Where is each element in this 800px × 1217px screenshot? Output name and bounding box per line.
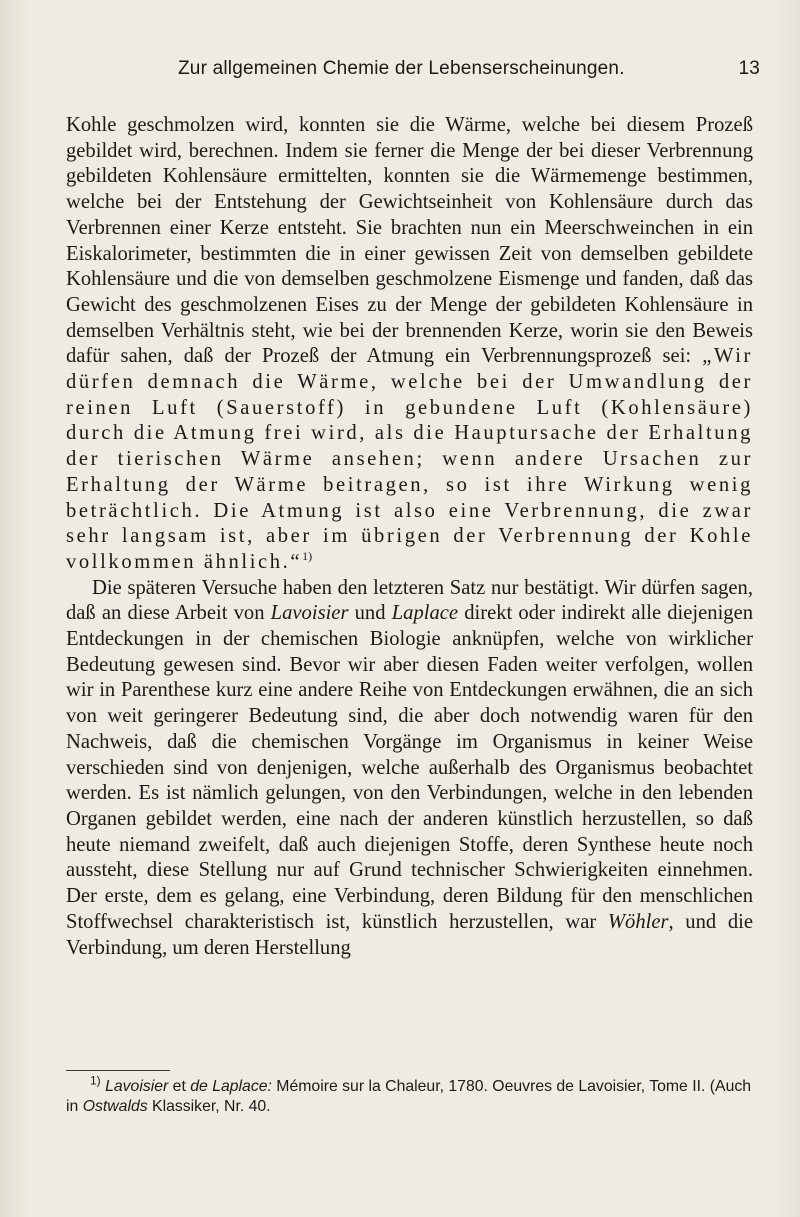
footnote-rule <box>66 1070 170 1071</box>
paragraph-2-text-d: , und die Verbindung, um deren Herstellung <box>66 910 753 959</box>
footnote-text-a: Mémoire sur la Chaleur, 1780. Oeuvres de Lavoisier, Tome II. (Auch in <box>66 1078 752 1115</box>
page-number: 13 <box>738 58 760 79</box>
paragraph-2-text-c: direkt oder indirekt alle diejenigen Entdeckungen in der chemischen Biologie anknüpfen, welche von wirklicher Bedeutung gewesen sind. Bevor wir aber diesen Faden weiter verfolgen, wollen wir in Parenthese kurz eine andere Reihe von Entdeckungen erwähnen, die an sich von weit geringerer Bedeutung sind, die aber doch notwendig waren für den Nachweis, daß die chemischen Vorgänge im Organismus in keiner Weise verschieden sind von denjenigen, welche außerhalb des Organismus beobachtet werden. Es ist nämlich gelungen, von den Verbindungen, welche in den lebenden Organen gebildet werden, eine nach der anderen künstlich herzustellen, so daß heute niemand zweifelt, daß auch diejenigen Stoffe, deren Synthese heute noch aussteht, diese Stellung nur auf Grund technischer Schwierigkeiten einnehmen. Der erste, dem es gelang, eine Verbindung, deren Bildung für den menschlichen Stoffwechsel charakteristisch ist, künstlich herzustellen, war <box>66 602 754 933</box>
paragraph-1-text: Kohle geschmolzen wird, konnten sie die Wärme, welche bei diesem Prozeß gebildet wird, berechnen. Indem sie ferner die Menge der bei dieser Verbrennung gebildeten Kohlensäure ermittelten, konnten sie die Wärmemenge bestimmen, welche bei der Entstehung der Gewichtseinheit von Kohlensäure durch das Verbrennen einer Kerze entsteht. Sie brachten nun ein Meerschweinchen in ein Eiskalorimeter, bestimmten die in einer gewissen Zeit von demselben gebildete Kohlensäure und die von demselben geschmolzene Eismenge und fanden, daß das Gewicht des geschmolzenen Eises zu der Menge der gebildeten Kohlensäure in demselben Verhältnis steht, wie bei der brennenden Kerze, worin sie den Beweis dafür sahen, daß der Prozeß der Atmung ein Verbrennungsprozeß sei: <box>66 114 753 368</box>
footnote-text-b: Klassiker, Nr. 40. <box>147 1098 271 1115</box>
body-text <box>66 113 753 961</box>
lavoisier-quote: „Wir dürfen demnach die Wärme, welche bei der Umwandlung der reinen Luft (Sauerstoff) in gebundene Luft (Kohlensäure) durch die Atmung frei wird, als die Hauptursache der Erhaltung der tierischen Wärme ansehen; wenn andere Ursachen zur Erhaltung der Wärme beitragen, so ist ihre Wirkung wenig beträchtlich. Die Atmung ist also eine Verbrennung, die zwar sehr langsam ist, aber im übrigen der Verbrennung der Kohle vollkommen ähnlich.“ <box>66 345 753 573</box>
footnote <box>66 1073 753 1117</box>
name-lavoisier: Lavoisier <box>270 602 349 625</box>
footnote-et: et <box>168 1078 191 1095</box>
name-laplace: Laplace <box>391 602 459 625</box>
footnote-marker: 1) <box>90 1073 101 1088</box>
paragraph-2-text-a: Die späteren Versuche haben den letzteren Satz nur bestätigt. Wir dürfen sagen, daß an diese Arbeit von <box>66 576 753 625</box>
name-wohler: Wöhler <box>607 910 669 933</box>
paragraph-1 <box>66 113 753 576</box>
footnote-text <box>66 1073 753 1117</box>
footnote-author-1: Lavoisier <box>105 1078 169 1095</box>
footnote-author-2: de Laplace: <box>190 1078 272 1095</box>
running-title: Zur allgemeinen Chemie der Lebenserscheinungen. <box>178 58 625 79</box>
paragraph-2 <box>66 576 753 962</box>
paragraph-2-text-b: und <box>348 602 392 625</box>
footnote-reference: 1) <box>302 549 313 564</box>
footnote-ostwald: Ostwalds <box>82 1098 148 1115</box>
